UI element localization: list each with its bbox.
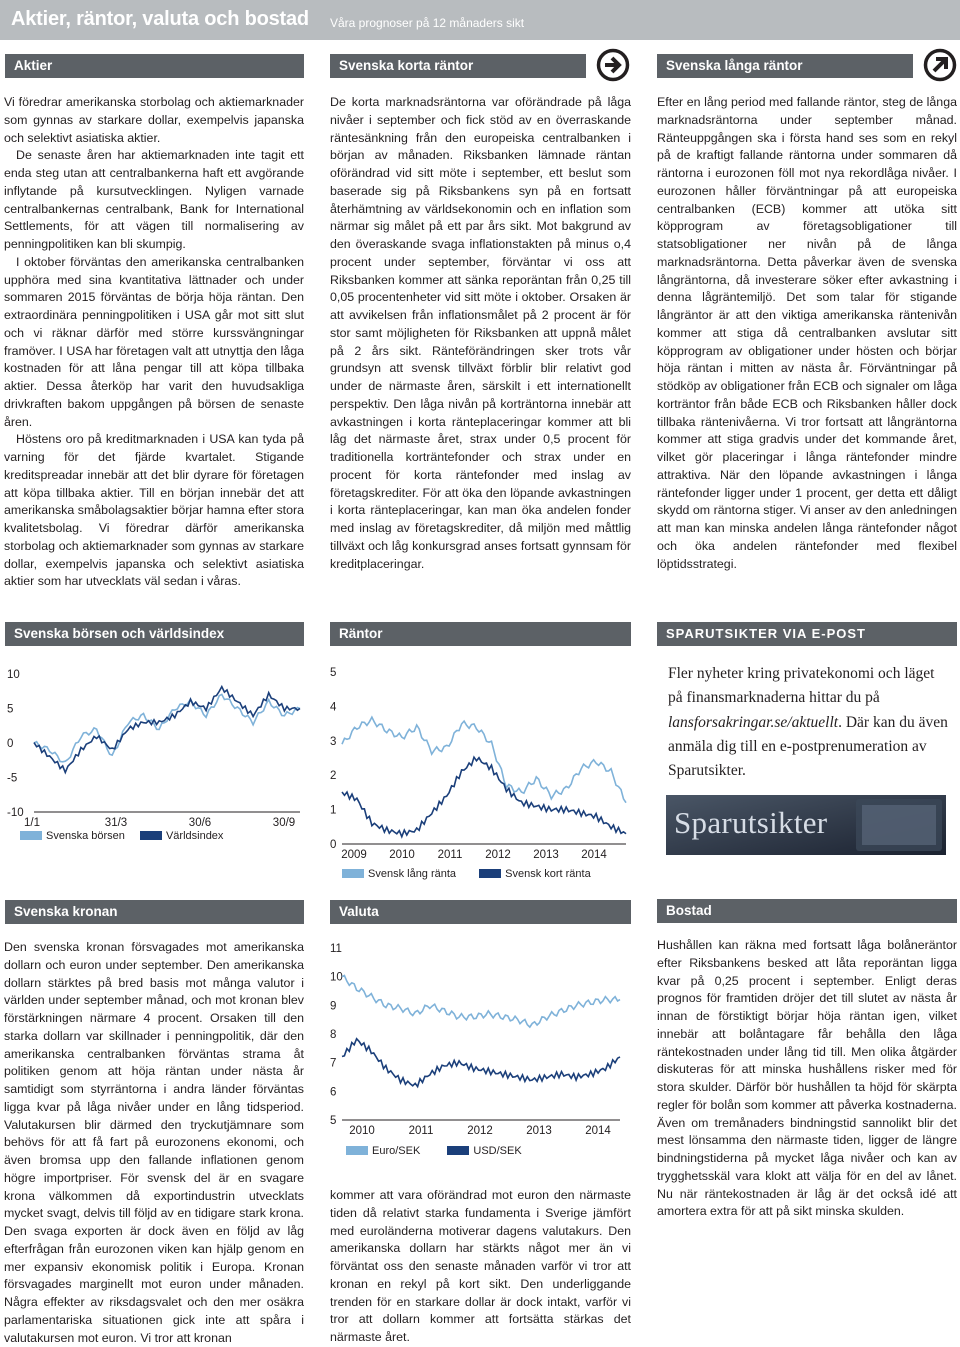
x-tick-label: 30/6 bbox=[188, 817, 212, 829]
paragraph: Efter en lång period med fallande räntor, steg de långa marknadsräntorna under september månad. Ränteuppgången ska i första hand ses som en rekyl på de kraftigt fallande räntorna under sommaren då räntorna i eurozonen föll mot nya rekordlåga nivåer. I eurozonen håller förväntningar på att europeiska centralbanken (ECB) kommer att utöka sitt köpprogram av företagsobligationer till statsobligationer ner nivån på de långa marknadsräntorna. Detta påverkar även de svenska långräntorna, då investerare söker efter avkastning i denna lågräntemiljö. Det som talar för stigande långräntor är att den viktiga amerikanska räntenivån kommer att stiga då centralbanken avslutar sitt köpprogram av obligationer under hösten och börjar höja räntan i mitten av nästa år. Förväntningar på stödköp av obligationer från ECB och signaler om låga korträntor från både ECB och Riksbanken håller dock tillbaka räntenivåerna. Vi tror fortsatt att långräntorna kommer att stiga gradvis under det kommande året, vilket gör placeringar i långa räntefonder mindre attraktiva. När den löpande avkastningen i långa räntefonder ligger under 1 procent, ger detta ett dåligt skydd om räntorna stiger. Vi anser av den anledningen att man kan minska andelen långa räntefonder något och öka andelen räntefonder med flexibel löptidsstrategi. bbox=[657, 95, 957, 571]
x-tick-label: 2011 bbox=[437, 849, 463, 861]
section-header-rantor: Räntor bbox=[330, 622, 631, 646]
chart-valuta-svg bbox=[328, 938, 628, 1142]
page-subtitle: Våra prognoser på 12 månaders sikt bbox=[330, 16, 525, 30]
paragraph: Vi föredrar amerikanska storbolag och aktiemarknader som gynnas av starkare dollar, exempelvis japanska och selektivt asiatiska aktier. bbox=[4, 95, 304, 145]
y-tick-label: 6 bbox=[330, 1086, 337, 1099]
legend-label: Världsindex bbox=[165, 830, 224, 842]
y-tick-label: 0 bbox=[7, 738, 14, 750]
y-tick-label: -5 bbox=[7, 772, 18, 785]
y-tick-label: 10 bbox=[7, 669, 20, 681]
section-header-kronan: Svenska kronan bbox=[5, 900, 304, 924]
y-tick-label: 8 bbox=[330, 1029, 337, 1041]
banner-title: Sparutsikter bbox=[674, 805, 828, 840]
arrow-up-right-circle-icon[interactable] bbox=[923, 48, 957, 82]
y-tick-label: 4 bbox=[330, 701, 337, 714]
y-tick-label: -10 bbox=[7, 807, 24, 819]
right-arrow-circle-icon[interactable] bbox=[596, 48, 630, 82]
y-tick-label: 7 bbox=[330, 1057, 337, 1070]
valuta-text bbox=[330, 1187, 631, 1347]
page-title: Aktier, räntor, valuta och bostad bbox=[11, 8, 309, 30]
series-line-svensk-l-ng-r-nta bbox=[342, 717, 626, 803]
section-header-langa: Svenska långa räntor bbox=[657, 54, 913, 78]
paragraph: I oktober förväntas den amerikanska centralbanken upphöra med sina kvantitativa lättnader och under sommaren 2015 förväntas de börja höja räntan. Den extraordinära penningpolitiken i USA går mot sitt slut och vi räknar därför med större kurssvängningar framöver. I USA har företagen valt att utnyttja den låga kostnaden för att låna pengar till att köpa tillbaka aktier. Dessa återköp har varit den huvudsakliga drivkraften bakom uppgången på börsen de senaste åren. bbox=[4, 254, 304, 429]
paragraph: De korta marknadsräntorna var oförändrade på låga nivåer i september och fick stöd av en överraskande räntesänkning från den europeiska centralbanken i början av månaden. Riksbanken lämnade räntan oförändrad vid sitt möte i september, ett beslut som baserade sig på Riksbankens syn på en fortsatt återhämtning av världsekonomin och en inflation som närmar sig målet på ett par års sikt. Mot bakgrund av den överaskande svaga inflationstakten på minus o,4 procent under september, förväntar vi oss att Riksbanken kommer att sänka reporäntan från 0,25 till 0,05 procentenheter vid sitt möte i oktober. Orsaken är att avvikelsen från inflationsmålet på 2 procent är för stor samt möjligheten för Riksbanken att uppnå målet på 2 års sikt. Ränteförändringen sker trots vår grundsyn att svensk tillväxt förblir blir relativt god under de närmaste åren, särskilt i ett internationellt perspektiv. Den låga nivån på korträntorna innebär att avkastningen i korta ränteplaceringar kommer att bli låg det närmaste året, strax under 0,5 procent för traditionella korträntefonder och strax under en procent för korta räntefonder med inslag av företagskrediter. För att öka den löpande avkastningen i korta ränteplaceringar, kan man öka andelen fonder med inslag av företagskrediter, då miljön med måttlig tillväxt och låg konkursgrad anses fortsatt gynnsam för kreditplaceringar. bbox=[330, 95, 631, 571]
paragraph: De senaste åren har aktiemarknaden inte tagit ett enda steg utan att centralbankerna haft ett avgörande inflytande på kursutvecklingen. Nyligen varnade centralbankernas centralbank, Bank for International Settlements, för att vägen till normalisering av penningpolitiken kan bli skumpig. bbox=[4, 148, 304, 251]
section-header-valuta: Valuta bbox=[330, 900, 631, 924]
kronan-text bbox=[4, 939, 304, 1347]
y-tick-label: 11 bbox=[330, 943, 342, 955]
chart-rantor-svg bbox=[328, 660, 628, 862]
bostad-text bbox=[657, 937, 957, 1221]
legend-swatch bbox=[479, 869, 501, 878]
x-tick-label: 1/1 bbox=[24, 817, 40, 829]
chart-valuta bbox=[328, 938, 628, 1147]
x-tick-label: 2011 bbox=[408, 1125, 434, 1137]
legend-swatch bbox=[20, 831, 42, 840]
chart-borsen bbox=[4, 660, 304, 837]
korta-text bbox=[330, 94, 631, 573]
promo-text bbox=[668, 662, 948, 783]
promo-link[interactable]: lansforsakringar.se/aktuellt bbox=[668, 713, 839, 731]
promo-text-1: Fler nyheter kring privatekonomi och läget på finansmarknaderna hittar du på bbox=[668, 665, 935, 707]
series-line-usd-sek bbox=[342, 1039, 620, 1087]
legend-borsen bbox=[20, 830, 223, 842]
series-line-euro-sek bbox=[342, 976, 620, 1028]
y-tick-label: 10 bbox=[330, 971, 343, 984]
x-tick-label: 2010 bbox=[389, 849, 415, 861]
legend-valuta bbox=[346, 1145, 522, 1157]
y-tick-label: 5 bbox=[330, 1115, 337, 1127]
paragraph: Höstens oro på kreditmarknaden i USA kan tyda på varning för det fjärde kvartalet. Stigande kreditspreadar innebär att det blir dyrare för företagen att köpa tillbaka aktier. Till en början innebär det att amerikanska småbolagsaktier börjar hamna efter stora kvalitetsbolag. Vi föredrar därför amerikanska storbolag och aktiemarknader som gynnas av starkare dollar, exempelvis japanska och selektivt asiatiska aktier som har utvecklats väl sedan i våras. bbox=[4, 432, 304, 589]
series-line-v-rldsindex bbox=[34, 687, 300, 773]
legend-label: Svensk kort ränta bbox=[505, 868, 591, 880]
y-tick-label: 5 bbox=[7, 703, 14, 716]
aktier-text bbox=[4, 94, 304, 591]
paragraph: Den svenska kronan försvagades mot amerikanska dollarn och euron under september. Den amerikanska dollarn stärktes på bred basis mot många valutor i världen under september månad, och mot kronan blev förstärkningen närmare 4 procent. Orsaken till den starka dollarn var skillnader i penningpolitik, där den amerikanska centralbanken förväntas strama åt politiken genom att höja räntan under nästa år samtidigt som styrräntorna i andra länder förväntas ligga kvar på låga nivåer under en lång tidsperiod. Valutakursen blir därmed den tryckutjämnare som behövs för att få fart på eurozonens ekonomi, och även bromsa upp den fallande inflationen genom högre importpriser. För svensk del är en svagare krona välkommen då exportindustrin utvecklats mycket svagt, delvis till följd av en tidigare stark krona. Den svaga exporten är dock även en följd av låg efterfrågan från eurozonen viken kan hjälp genom en mer expansiv ekonomisk politik i Europa. Kronan försvagades marginellt mot euron under månaden. Några effekter av riksdagsvalet och den mer osäkra parlamentariska situationen gick inte att spåra i valutakursen mot euron. Vi tror att kronan bbox=[4, 940, 304, 1345]
chart-borsen-svg bbox=[4, 660, 304, 832]
chart-rantor bbox=[328, 660, 628, 867]
x-tick-label: 30/9 bbox=[272, 817, 296, 829]
series-line-svensk-kort-r-nta bbox=[342, 757, 626, 837]
x-tick-label: 2012 bbox=[467, 1125, 493, 1137]
y-tick-label: 5 bbox=[330, 667, 337, 679]
y-tick-label: 3 bbox=[330, 735, 337, 748]
section-header-korta: Svenska korta räntor bbox=[330, 54, 586, 78]
paragraph: Hushållen kan räkna med fortsatt låga bolåneräntor efter Riksbankens besked att låta reporäntan ligga kvar på 0,25 procent i september. Enligt deras prognos för framtiden dröjer det till slutet av nästa år innan de förstiktigt börjar höja räntan igen, vilket innebär att bolåntagare får behålla den låga räntekostnaden under lång tid till. Men olika åtgärder diskuteras för att minska hushållens risker med för stora skulder. Därför bör hushållen ta höjd för skärpta regler för bolån som kommer att påverka kostnaderna. Även om tremånaders bindningstid sannolikt blir det mest lönsamma den närmaste tiden, ligger de längre bindningstiderna på mycket låga nivåer och kan av trygghetsskäl vara klokt att välja för en del av lånet. Nu när räntekostnaden är låg är det också idé att amortera extra för att på sikt minska skulden. bbox=[657, 938, 957, 1219]
x-tick-label: 2014 bbox=[581, 849, 607, 861]
x-tick-label: 2013 bbox=[526, 1125, 552, 1137]
legend-label: USD/SEK bbox=[473, 1145, 522, 1157]
y-tick-label: 2 bbox=[330, 770, 337, 783]
legend-swatch bbox=[140, 831, 162, 840]
legend-label: Svensk lång ränta bbox=[368, 868, 457, 880]
paragraph: kommer att vara oförändrad mot euron den närmaste tiden då relativt starka fundamenta i Sverige jämfört med euroländerna motiverar dagens valutakurs. Den amerikanska dollarn har stärkts något mer än vi förväntat oss den senaste månaden varför vi tror att kronan en rekyl på kort sikt. Den underliggande trenden för en starkare dollar är dock intakt, varför vi tror att dollarn kommer att fortsätta stärkas det närmaste året. bbox=[330, 1188, 631, 1344]
legend-swatch bbox=[346, 1146, 368, 1155]
legend-swatch bbox=[447, 1146, 469, 1155]
sparutsikter-banner[interactable] bbox=[666, 795, 946, 855]
section-header-sparutsikter: SPARUTSIKTER VIA E-POST bbox=[657, 622, 957, 646]
y-tick-label: 0 bbox=[330, 839, 337, 851]
promo-text-2: . Där kan du även anmäla dig till en e-postprenumeration av Sparutsikter. bbox=[668, 713, 948, 780]
x-tick-label: 2012 bbox=[485, 849, 511, 861]
legend-swatch bbox=[342, 869, 364, 878]
y-tick-label: 9 bbox=[330, 1000, 337, 1013]
section-header-borsen: Svenska börsen och världsindex bbox=[5, 622, 304, 646]
section-header-bostad: Bostad bbox=[657, 899, 957, 923]
x-tick-label: 2009 bbox=[341, 849, 367, 861]
x-tick-label: 2010 bbox=[349, 1125, 375, 1137]
y-tick-label: 1 bbox=[330, 804, 337, 817]
legend-label: Svenska börsen bbox=[46, 830, 125, 842]
x-tick-label: 2013 bbox=[533, 849, 559, 861]
x-tick-label: 31/3 bbox=[104, 817, 128, 829]
section-header-aktier: Aktier bbox=[5, 54, 304, 78]
top-banner bbox=[0, 0, 960, 40]
series-line-svenska-b-rsen bbox=[34, 694, 300, 761]
x-tick-label: 2014 bbox=[585, 1125, 611, 1137]
legend-rantor bbox=[342, 868, 591, 880]
langa-text bbox=[657, 94, 957, 573]
legend-label: Euro/SEK bbox=[372, 1145, 421, 1157]
